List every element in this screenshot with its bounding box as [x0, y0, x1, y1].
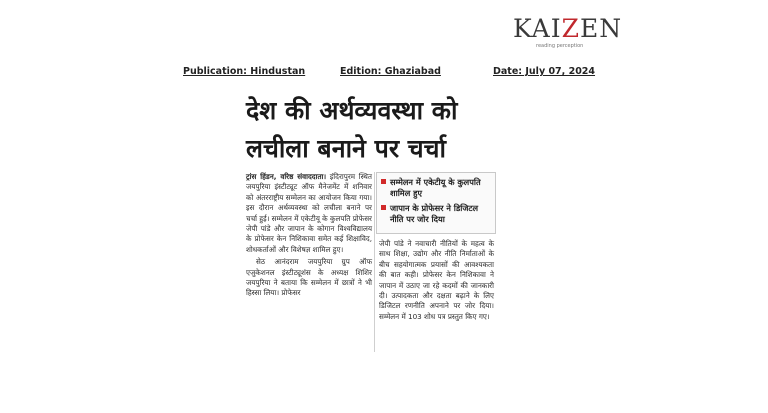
highlight-text-2: जापान के प्रोफेसर ने डिजिटल नीति पर जोर दिया [390, 203, 479, 224]
publication-info-row [183, 66, 596, 80]
article-left-body-2: सेठ आनंदराम जयपुरिया ग्रुप ऑफ एजुकेशनल इंस्टीट्यूशंस के अध्यक्ष शिशिर जयपुरिया ने बताया कि सम्मेलन में छात्रों ने भी हिस्सा लिया। प्रोफेसर [246, 257, 372, 298]
logo-text-pre: KAI [513, 14, 562, 43]
article-left-body: इंदिरापुरम स्थित जयपुरिया इंस्टीट्यूट ऑफ मैनेजमेंट में शनिवार को अंतरराष्ट्रीय सम्मेलन का आयोजन किया गया। इस दौरान अर्थव्यवस्था को लचीला बनाने पर चर्चा हुई। सम्मेलन में एकेटीयू के कुलपति प्रोफेसर जेपी पांडे और जापान के कोगान विश्वविद्यालय के प्रोफेसर केन निशिकावा समेत कई शिक्षाविद, शोधकर्ताओं और विशेषज्ञ शामिल हुए। [246, 172, 372, 254]
date-label: Date: July 07, 2024 [493, 66, 596, 77]
logo-wordmark [513, 14, 622, 43]
highlight-text-1: सम्मेलन में एकेटीयू के कुलपति शामिल हुए [390, 177, 481, 198]
bullet-square-icon [381, 179, 386, 184]
article-left-column [246, 172, 372, 299]
headline-line-1: देश की अर्थव्यवस्था को [246, 96, 458, 125]
logo-text-post: EN [579, 14, 623, 43]
highlights-box [376, 172, 496, 234]
article-right-column [379, 239, 494, 322]
column-divider [374, 172, 375, 352]
article-right-body: जेपी पांडे ने नवाचारी नीतियों के महत्व के साथ शिक्षा, उद्योग और नीति निर्माताओं के बीच सहयोगात्मक प्रयासों की आवश्यकता की बात कही। प्रोफेसर केन निशिकावा ने जापान में उठाए जा रहे कदमों की जानकारी दी। उत्पादकता और दक्षता बढ़ाने के लिए डिजिटल रणनीति अपनाने पर जोर दिया। सम्मेलन में 103 शोध पत्र प्रस्तुत किए गए। [379, 239, 494, 321]
news-clipping [246, 92, 498, 362]
logo-tagline: reading perception [536, 43, 584, 49]
article-byline: ट्रांस हिंडन, वरिष्ठ संवाददाता। [246, 172, 327, 181]
bullet-square-icon [381, 205, 386, 210]
publication-label: Publication: Hindustan [183, 66, 306, 77]
headline-line-2: लचीला बनाने पर चर्चा [246, 134, 446, 163]
edition-label: Edition: Ghaziabad [340, 66, 441, 77]
kaizen-logo [513, 12, 623, 52]
logo-text-z: Z [561, 14, 580, 43]
article-headline [246, 92, 498, 168]
